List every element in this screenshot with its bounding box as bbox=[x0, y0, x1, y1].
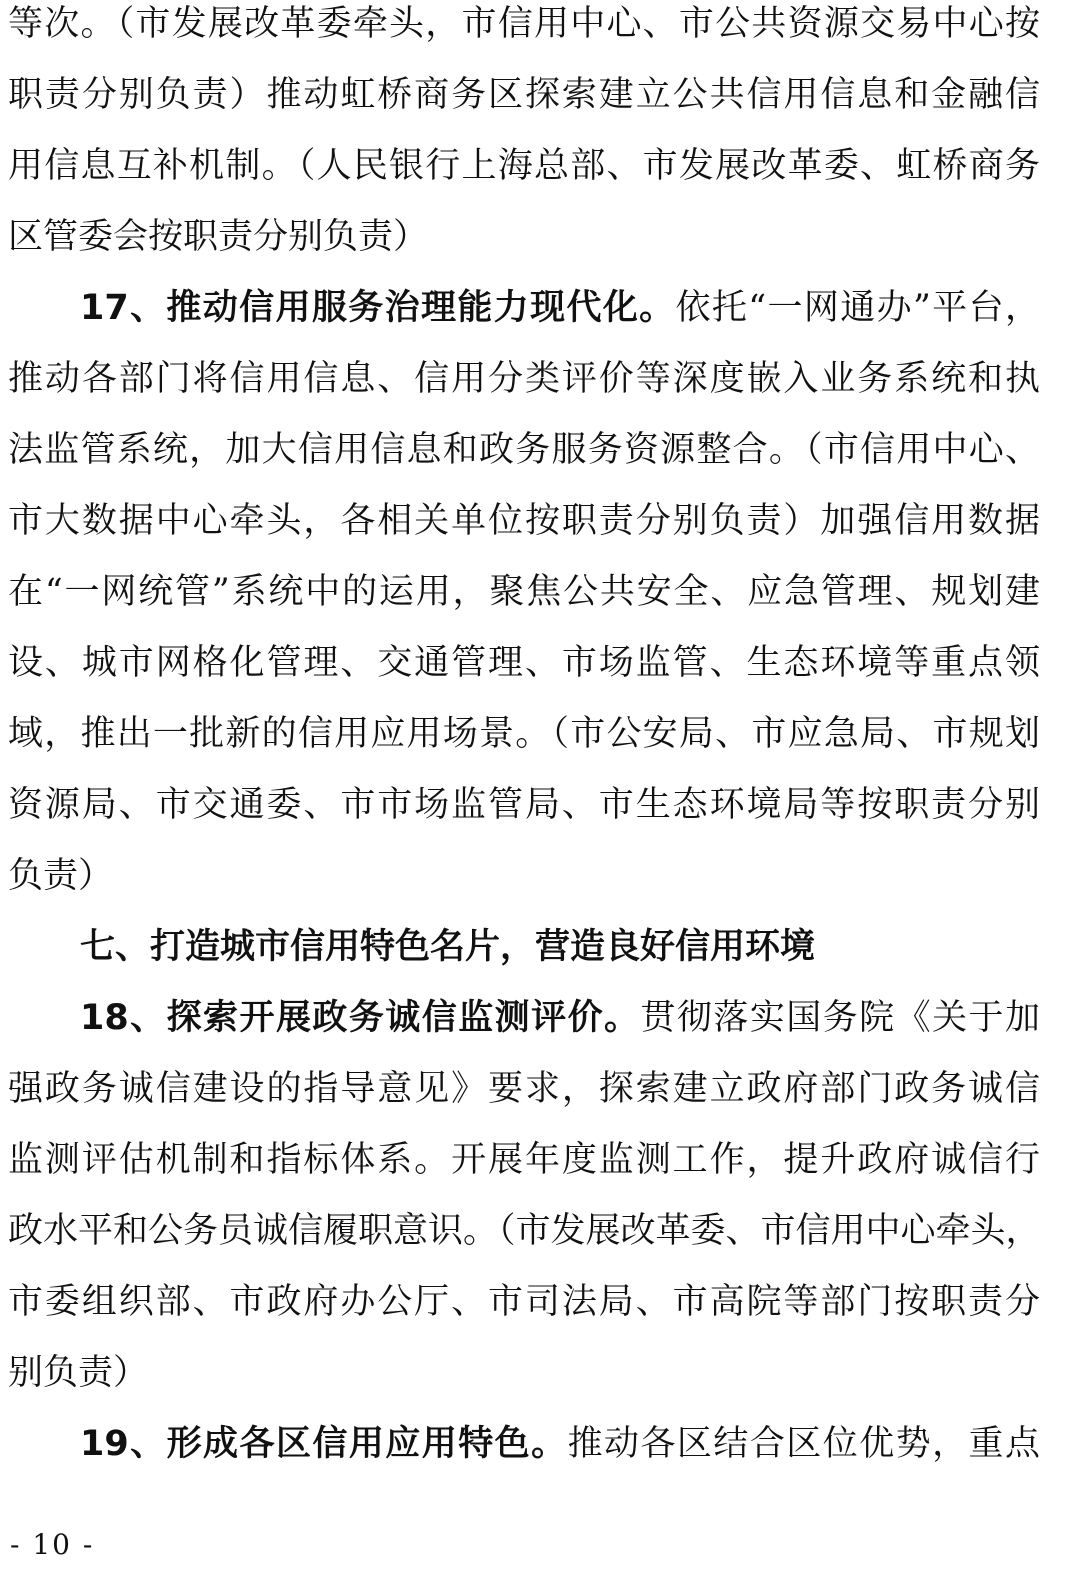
text-line bbox=[8, 1409, 1040, 1480]
text-line bbox=[8, 1054, 1040, 1125]
line-text: 别负责） bbox=[8, 1353, 149, 1393]
document-body bbox=[8, 0, 1040, 1480]
item-title: 18、探索开展政务诚信监测评价。 bbox=[80, 998, 641, 1038]
line-text: 贯彻落实国务院《关于加 bbox=[640, 998, 1040, 1038]
line-text: 政水平和公务员诚信履职意识。（市发展改革委、市信用中心牵头， bbox=[8, 1211, 1041, 1251]
item-title: 19、形成各区信用应用特色。 bbox=[80, 1424, 568, 1464]
line-text: 设、城市网格化管理、交通管理、市场监管、生态环境等重点领 bbox=[8, 643, 1040, 683]
line-text: 监测评估机制和指标体系。开展年度监测工作，提升政府诚信行 bbox=[8, 1140, 1040, 1180]
text-line bbox=[8, 841, 1040, 912]
line-text: 依托“一网通办”平台， bbox=[675, 288, 1040, 328]
text-line bbox=[8, 983, 1040, 1054]
line-text: 资源局、市交通委、市市场监管局、市生态环境局等按职责分别 bbox=[8, 785, 1040, 825]
page-number: - 10 - bbox=[10, 1528, 95, 1561]
line-text: 等次。（市发展改革委牵头，市信用中心、市公共资源交易中心按 bbox=[8, 4, 1040, 44]
line-text: 职责分别负责）推动虹桥商务区探索建立公共信用信息和金融信 bbox=[8, 75, 1040, 115]
text-line bbox=[8, 486, 1040, 557]
line-text: 在“一网统管”系统中的运用，聚焦公共安全、应急管理、规划建 bbox=[8, 572, 1040, 612]
text-line bbox=[8, 1125, 1040, 1196]
text-line bbox=[8, 1196, 1040, 1267]
text-line bbox=[8, 1338, 1040, 1409]
line-text: 用信息互补机制。（人民银行上海总部、市发展改革委、虹桥商务 bbox=[8, 146, 1040, 186]
line-text: 区管委会按职责分别负责） bbox=[8, 217, 429, 257]
text-line bbox=[8, 557, 1040, 628]
text-line bbox=[8, 628, 1040, 699]
text-line bbox=[8, 131, 1040, 202]
line-text: 域，推出一批新的信用应用场景。（市公安局、市应急局、市规划 bbox=[8, 714, 1040, 754]
text-line bbox=[8, 0, 1040, 60]
section-heading bbox=[8, 912, 1040, 983]
text-line bbox=[8, 1267, 1040, 1338]
line-text: 市大数据中心牵头，各相关单位按职责分别负责）加强信用数据 bbox=[8, 501, 1040, 541]
line-text: 市委组织部、市政府办公厅、市司法局、市高院等部门按职责分 bbox=[8, 1282, 1040, 1322]
text-line bbox=[8, 344, 1040, 415]
line-text: 法监管系统，加大信用信息和政务服务资源整合。（市信用中心、 bbox=[8, 430, 1040, 470]
text-line bbox=[8, 60, 1040, 131]
text-line bbox=[8, 415, 1040, 486]
item-title: 17、推动信用服务治理能力现代化。 bbox=[80, 288, 676, 328]
text-line bbox=[8, 273, 1040, 344]
text-line bbox=[8, 770, 1040, 841]
text-line bbox=[8, 202, 1040, 273]
line-text: 推动各部门将信用信息、信用分类评价等深度嵌入业务系统和执 bbox=[8, 359, 1040, 399]
line-text: 负责） bbox=[8, 856, 114, 896]
line-text: 强政务诚信建设的指导意见》要求，探索建立政府部门政务诚信 bbox=[8, 1069, 1040, 1109]
item-title: 七、打造城市信用特色名片，营造良好信用环境 bbox=[80, 927, 816, 967]
text-line bbox=[8, 699, 1040, 770]
line-text: 推动各区结合区位优势，重点 bbox=[567, 1424, 1040, 1464]
